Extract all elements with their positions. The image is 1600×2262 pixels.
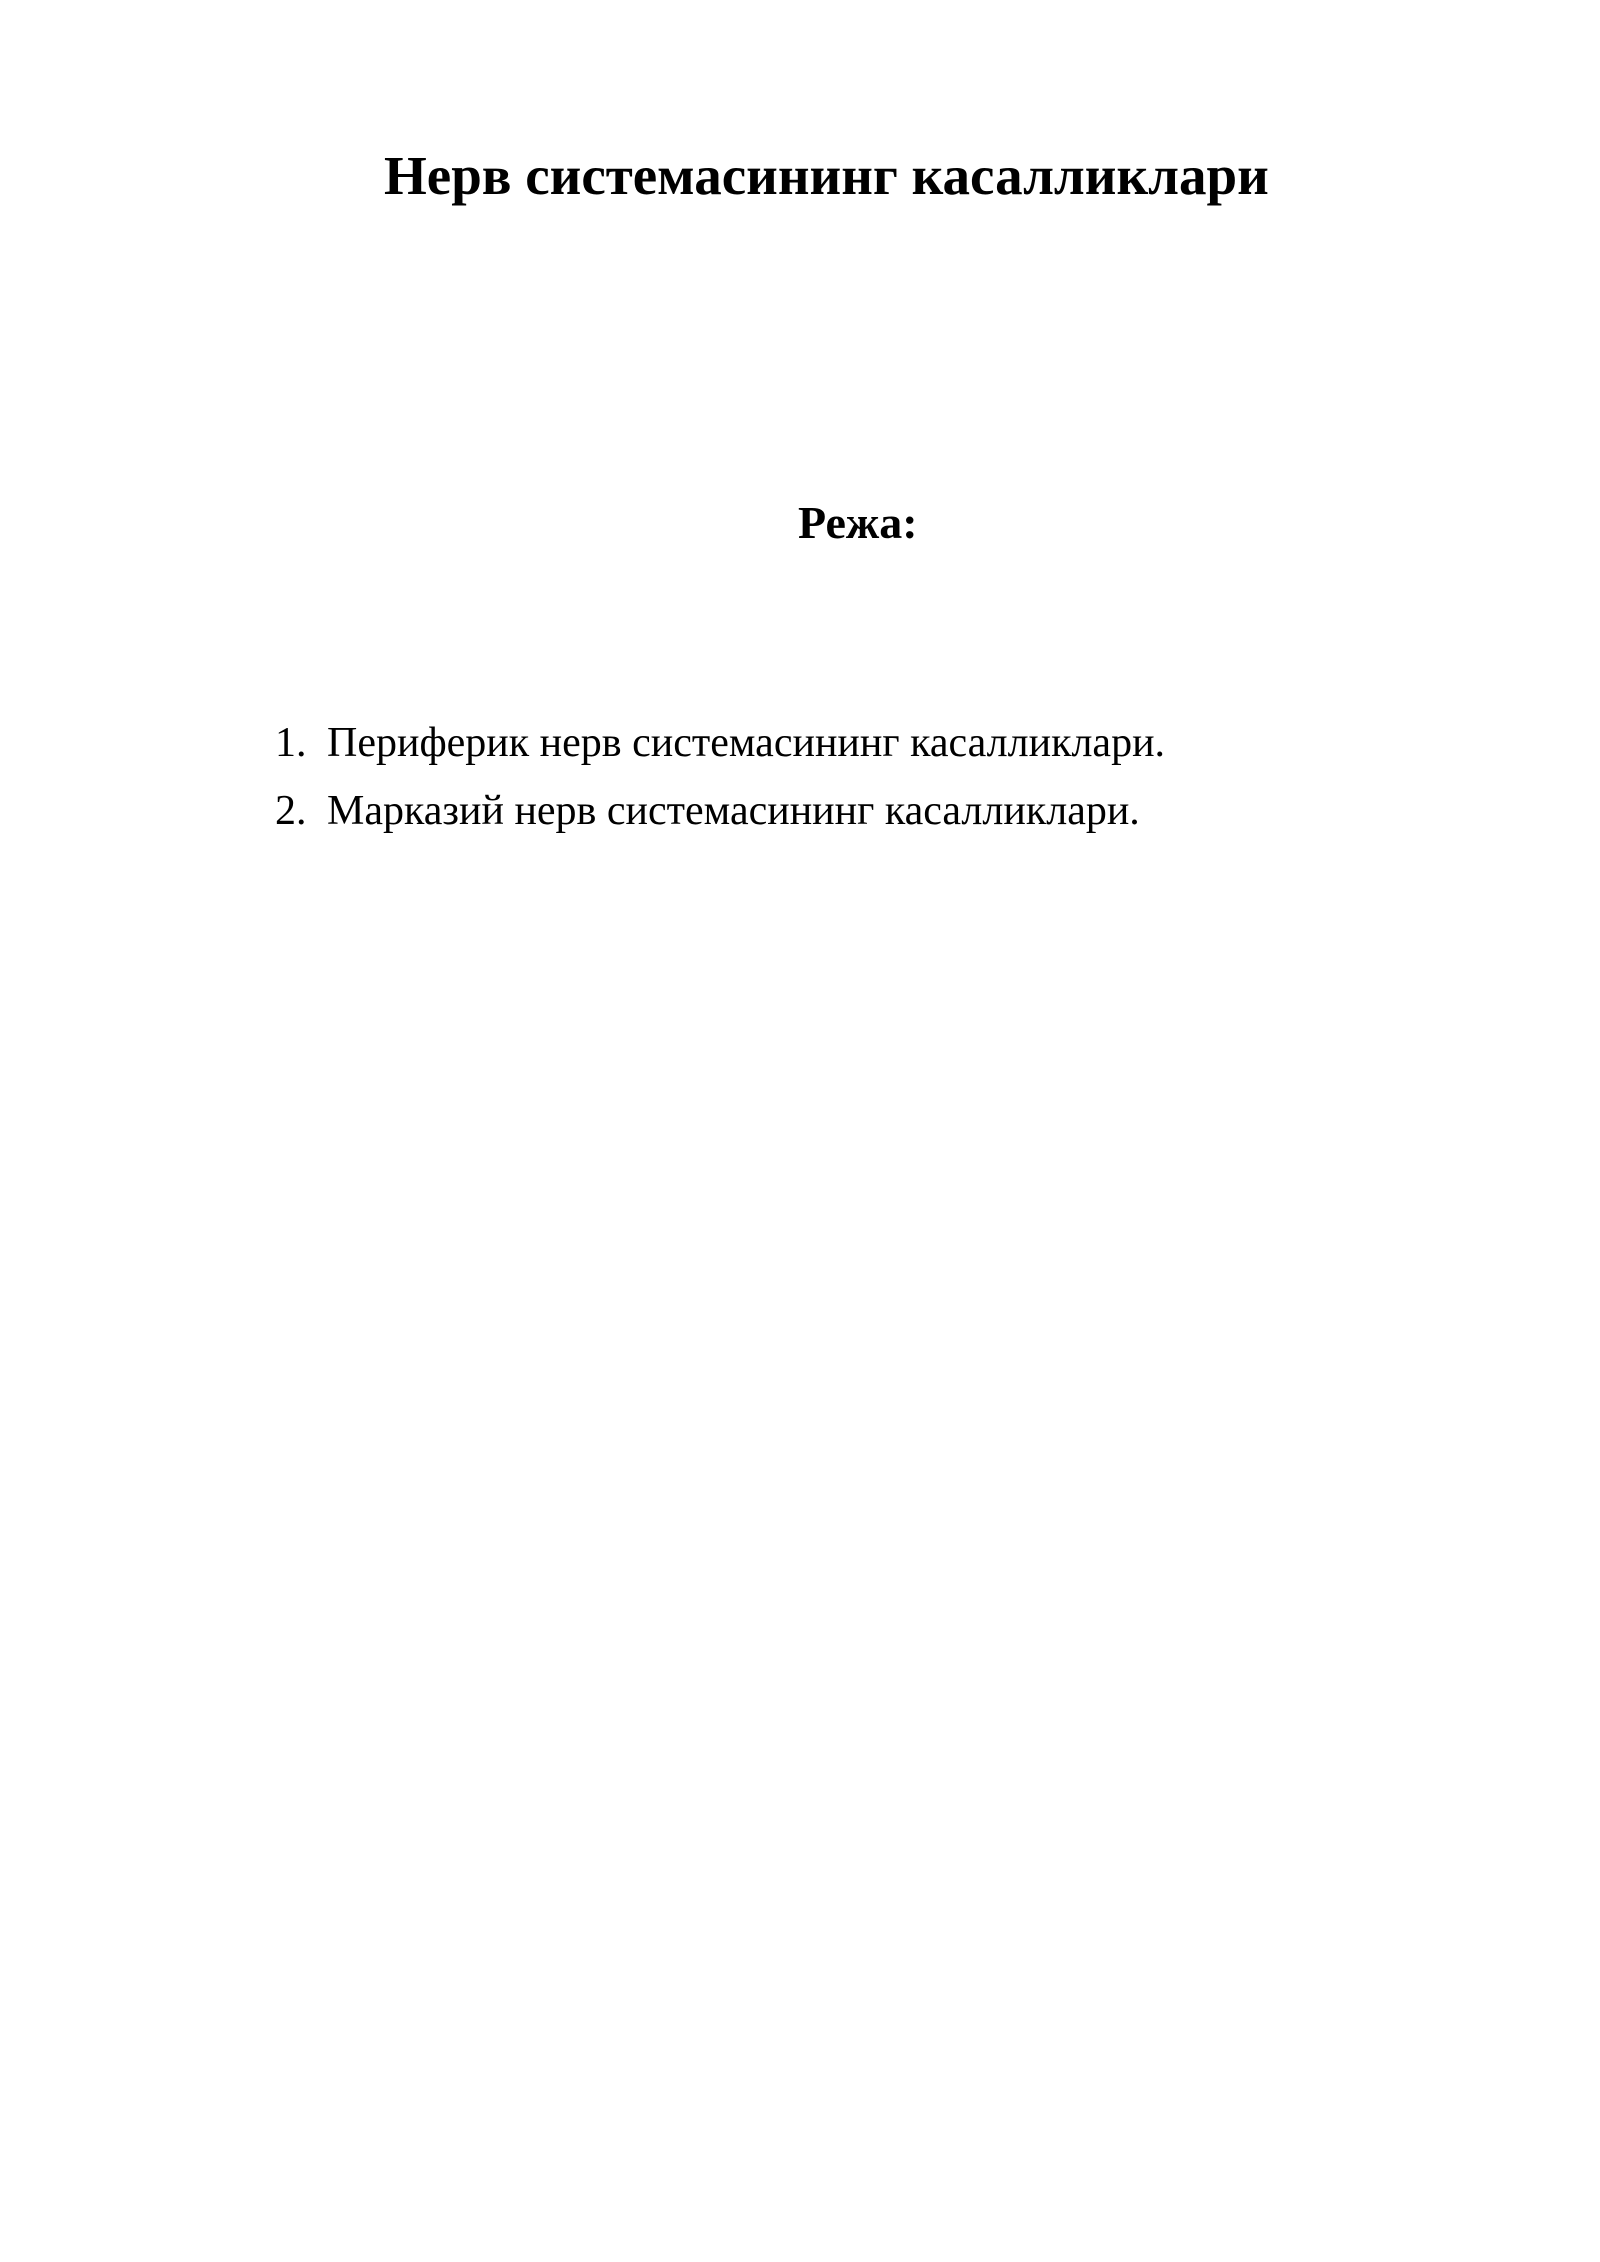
list-item-text: Периферик нерв системасининг касалликлари. bbox=[327, 720, 1166, 766]
list-item-number: 1. bbox=[275, 720, 307, 766]
list-item bbox=[275, 790, 1165, 858]
list-item bbox=[275, 722, 1165, 790]
plan-list bbox=[275, 722, 1165, 858]
list-item-number: 2. bbox=[275, 788, 307, 834]
document-title: Нерв системасининг касалликлари bbox=[384, 145, 1269, 206]
plan-heading: Режа: bbox=[798, 497, 918, 548]
list-item-text: Марказий нерв системасининг касалликлари. bbox=[327, 788, 1140, 834]
